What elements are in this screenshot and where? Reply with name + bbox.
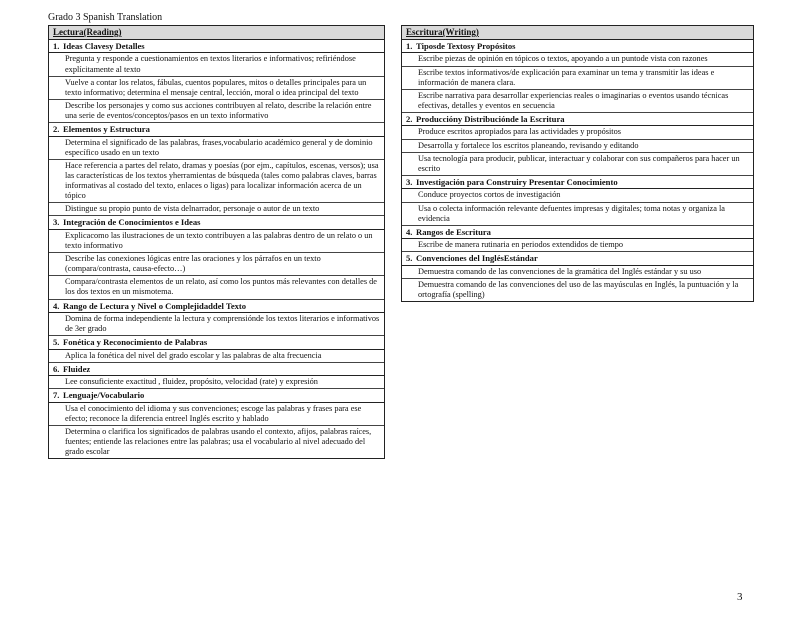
section-title-text: Integración de Conocimientos e Ideas <box>63 217 201 228</box>
section-title <box>49 40 384 53</box>
standard-item: Determina o clarifica los significados de palabras usando el contexto, afijos, palabras raíces, fuentes; entiende las relaciones entre las palabras; usa el vocabulario al nivel adecuado del grado escolar <box>65 427 372 457</box>
section-title <box>402 40 753 53</box>
document-title: Grado 3 Spanish Translation <box>48 12 163 23</box>
section-title-text: Tiposde Textosy Propósitos <box>416 40 516 51</box>
section-number: 3. <box>406 176 413 187</box>
standard-item: Usa el conocimiento del idioma y sus convenciones; escoge las palabras y frases para ese efecto; reconoce la diferencia entreel Inglés escrito y hablado <box>49 403 384 426</box>
standard-item: Compara/contrasta elementos de un relato, así como los puntos más relevantes con detalles de los dos textos en un mismotema. <box>49 276 384 299</box>
standard-item: Escribe textos informativos/de explicación para examinar un tema y transmitir las ideas e información de manera clara. <box>402 67 753 90</box>
standard-item: Aplica la fonética del nivel del grado escolar y las palabras de alta frecuencia <box>49 350 384 363</box>
section-number: 6. <box>53 363 60 374</box>
standard-item: Determina el significado de las palabras, frases,vocabulario académico general y de dominio específico usado en un texto <box>49 137 384 160</box>
standard-item: Escribe piezas de opinión en tópicos o textos, apoyando a un puntode vista con razones <box>402 53 753 66</box>
standard-item: Desarrolla y fortalece los escritos planeando, revisando y editando <box>402 140 753 153</box>
standard-item: Describe los personajes y como sus acciones contribuyen al relato, describe la relación entre una serie de eventos/conceptos/pasos en un texto informativo <box>49 100 384 123</box>
section-title-text: Investigación para Construiry Presentar Conocimiento <box>416 176 618 187</box>
section-number: 2. <box>53 124 60 135</box>
standard-item: Usa o colecta información relevante defuentes impresas y digitales; toma notas y organiza la evidencia <box>402 203 753 226</box>
section-title <box>49 363 384 376</box>
section-number: 4. <box>406 226 413 237</box>
section-title <box>402 176 753 189</box>
section-number: 5. <box>406 253 413 264</box>
section-title-text: Convenciones del InglésEstándar <box>416 253 538 264</box>
standard-item: Explicacomo las ilustraciones de un texto contribuyen a las palabras dentro de un relato o un texto informativo <box>49 230 384 253</box>
section-title-text: Elementos y Estructura <box>63 124 150 135</box>
section-title-text: Rango de Lectura y Nivel o Complejidaddel Texto <box>63 300 247 311</box>
section-title-text: Lenguaje/Vocabulario <box>63 390 145 401</box>
writing-column <box>401 25 754 302</box>
section-title-text: Ideas Clavesy Detalles <box>63 40 145 51</box>
section-title <box>49 123 384 136</box>
section-number: 3. <box>53 217 60 228</box>
standard-item: Usa tecnología para producir, publicar, interactuar y colaborar con sus compañeros para hacer un escrito <box>402 153 753 176</box>
section-title <box>402 252 753 265</box>
section-title <box>402 226 753 239</box>
standard-item: Conduce proyectos cortos de investigación <box>402 189 753 202</box>
standard-item: Escribe narrativa para desarrollar experiencias reales o imaginarias o eventos usando técnicas efectivas, detalles y eventos en secuencia <box>402 90 753 113</box>
page-number: 3 <box>737 591 743 603</box>
standard-item: Demuestra comando de las convenciones de la gramática del Inglés estándar y su uso <box>402 266 753 279</box>
section-number: 2. <box>406 114 413 124</box>
section-number: 5. <box>53 337 60 348</box>
standard-item: Demuestra comando de las convenciones del uso de las mayúsculas en Inglés, la puntuación y la ortografía (spelling) <box>418 279 739 300</box>
section-title <box>49 336 384 349</box>
standard-item: Vuelve a contar los relatos, fábulas, cuentos populares, mitos o detalles principales para un texto informativo; determina el mensaje central, lección, moral o idea principal del texto <box>49 77 384 100</box>
reading-column <box>48 25 385 459</box>
section-number: 4. <box>53 300 60 311</box>
standard-item: Pregunta y responde a cuestionamientos en textos literarios e informativos; refiriéndose explícitamente al texto <box>49 53 384 76</box>
section-number: 1. <box>53 40 60 51</box>
section-number: 1. <box>406 40 413 51</box>
standard-item: Distingue su propio punto de vista delnarrador, personaje o autor de un texto <box>49 203 384 216</box>
standard-item: Escribe de manera rutinaria en periodos extendidos de tiempo <box>402 239 753 252</box>
section-title-text: Fluidez <box>63 363 91 374</box>
section-title <box>49 300 384 313</box>
standard-item: Produce escritos apropiados para las actividades y propósitos <box>402 126 753 139</box>
section-number: 7. <box>53 390 60 401</box>
section-title <box>402 113 753 126</box>
section-title <box>49 216 384 229</box>
standard-item: Domina de forma independiente la lectura y comprensiónde los textos literarios e informativos de 3er grado <box>49 313 384 336</box>
section-title <box>49 389 384 402</box>
writing-heading: Escritura(Writing) <box>402 26 753 40</box>
section-title-text: Rangos de Escritura <box>416 226 491 237</box>
standard-item: Hace referencia a partes del relato, dramas y poesías (por ejm., capítulos, escenas, versos); usa las características de los textos yherramientas de búsqueda (tales como palabras claves, barras informativas al costado del texto, enlaces o ligas) para localizar información acerca de un tópico <box>49 160 384 203</box>
standard-item: Lee consuficiente exactitud , fluidez, propósito, velocidad (rate) y expresión <box>49 376 384 389</box>
section-title-text: Fonética y Reconocimiento de Palabras <box>63 337 208 348</box>
reading-heading: Lectura(Reading) <box>49 26 384 40</box>
section-title-text: Produccióny Distribuciónde la Escritura <box>416 114 565 124</box>
standard-item: Describe las conexiones lógicas entre las oraciones y los párrafos en un texto (compara/contrasta, causa-efecto…) <box>49 253 384 276</box>
